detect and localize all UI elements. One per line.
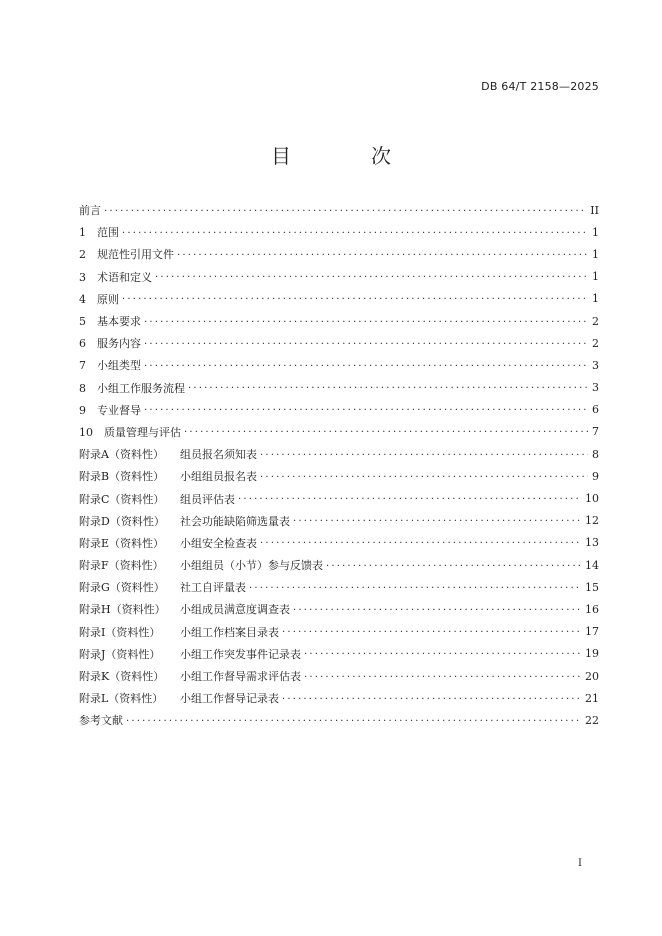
dot-leader [326, 560, 582, 571]
toc-entry-title: 社会功能缺陷筛选量表 [180, 514, 290, 528]
toc-page-number: 15 [585, 580, 599, 594]
page-title: 目 次 [271, 144, 421, 168]
annex-designation: 附录H（资料性） [79, 603, 166, 617]
toc-entry[interactable] [79, 310, 599, 332]
toc-entry-label [79, 646, 301, 662]
toc-entry-label [79, 291, 119, 307]
toc-entry[interactable] [79, 465, 599, 487]
toc-entry[interactable] [79, 399, 599, 421]
toc-entry-title: 9 专业督导 [79, 403, 141, 417]
toc-entry-label [79, 579, 246, 595]
toc-page-number: 19 [585, 647, 599, 661]
dot-leader [155, 271, 588, 282]
dot-leader [304, 671, 582, 682]
toc-entry-label [79, 380, 185, 396]
toc-entry-title: 8 小组工作服务流程 [79, 381, 185, 395]
table-of-contents [79, 199, 599, 732]
annex-designation: 附录C（资料性） [79, 492, 165, 506]
toc-entry-title: 5 基本要求 [79, 315, 141, 329]
toc-entry-label [79, 712, 123, 728]
toc-page-number: 20 [585, 669, 599, 683]
toc-entry-label [79, 557, 323, 573]
dot-leader [184, 426, 588, 437]
toc-page-number: 10 [585, 492, 599, 506]
toc-page-number: 22 [585, 713, 599, 727]
annex-designation: 附录K（资料性） [79, 670, 165, 684]
annex-designation: 附录L（资料性） [79, 692, 164, 706]
toc-entry-title: 社工自评量表 [180, 581, 246, 595]
toc-entry[interactable] [79, 221, 599, 243]
toc-entry[interactable] [79, 532, 599, 554]
toc-entry-title: 小组成员满意度调查表 [180, 603, 290, 617]
toc-entry-title: 小组组员报名表 [180, 470, 257, 484]
dot-leader [260, 449, 588, 460]
dot-leader [122, 293, 588, 304]
dot-leader [144, 360, 588, 371]
toc-entry[interactable] [79, 421, 599, 443]
toc-page-number: 3 [592, 381, 599, 395]
toc-entry-title: 小组工作档案目录表 [180, 625, 279, 639]
toc-entry-label [79, 668, 301, 684]
toc-entry[interactable] [79, 687, 599, 709]
toc-entry[interactable] [79, 377, 599, 399]
toc-page-number: 1 [592, 270, 599, 284]
toc-page-number: 2 [592, 336, 599, 350]
document-code: DB 64/T 2158—2025 [481, 80, 599, 93]
toc-page-number: 1 [592, 247, 599, 261]
toc-entry[interactable] [79, 243, 599, 265]
dot-leader [293, 515, 582, 526]
toc-page-number: II [590, 203, 599, 217]
toc-page-number: 12 [585, 514, 599, 528]
dot-leader [104, 205, 587, 216]
toc-entry-label [79, 491, 235, 507]
toc-page-number: 21 [585, 691, 599, 705]
toc-page-number: 13 [585, 536, 599, 550]
dot-leader [282, 626, 582, 637]
annex-designation: 附录D（资料性） [79, 514, 165, 528]
dot-leader [126, 715, 582, 726]
annex-designation: 附录E（资料性） [79, 536, 165, 550]
dot-leader [122, 227, 588, 238]
toc-entry-label [79, 690, 279, 706]
annex-designation: 附录B（资料性） [79, 470, 165, 484]
toc-page-number: 1 [592, 292, 599, 306]
dot-leader [293, 604, 582, 615]
toc-entry[interactable] [79, 621, 599, 643]
toc-entry-label [79, 624, 279, 640]
toc-entry-title: 6 服务内容 [79, 337, 141, 351]
toc-page-number: 8 [592, 447, 599, 461]
toc-entry[interactable] [79, 332, 599, 354]
toc-entry[interactable] [79, 643, 599, 665]
dot-leader [144, 338, 588, 349]
toc-entry[interactable] [79, 510, 599, 532]
toc-entry-title: 1 范围 [79, 226, 119, 240]
toc-entry[interactable] [79, 576, 599, 598]
toc-entry-label [79, 357, 141, 373]
toc-entry[interactable] [79, 487, 599, 509]
toc-entry-title: 小组工作突发事件记录表 [180, 647, 301, 661]
dot-leader [260, 471, 588, 482]
toc-entry-label [79, 313, 141, 329]
toc-entry-label [79, 269, 152, 285]
annex-designation: 附录I（资料性） [79, 625, 161, 639]
dot-leader [144, 316, 588, 327]
toc-entry-label [79, 468, 257, 484]
toc-entry[interactable] [79, 266, 599, 288]
annex-designation: 附录G（资料性） [79, 581, 165, 595]
toc-entry[interactable] [79, 665, 599, 687]
toc-entry[interactable] [79, 443, 599, 465]
toc-entry-title: 组员报名须知表 [180, 448, 257, 462]
toc-entry-title: 4 原则 [79, 292, 119, 306]
toc-entry-title: 小组安全检查表 [180, 536, 257, 550]
dot-leader [304, 648, 582, 659]
toc-entry[interactable] [79, 554, 599, 576]
dot-leader [249, 582, 582, 593]
dot-leader [144, 404, 588, 415]
toc-entry-title: 前言 [79, 204, 101, 218]
toc-page-number: 1 [592, 225, 599, 239]
toc-entry[interactable] [79, 709, 599, 731]
toc-entry-label [79, 246, 174, 262]
toc-entry-title: 小组工作督导记录表 [180, 692, 279, 706]
toc-entry-label [79, 424, 181, 440]
toc-entry-label [79, 402, 141, 418]
toc-page-number: 14 [585, 558, 599, 572]
dot-leader [238, 493, 582, 504]
toc-entry[interactable] [79, 598, 599, 620]
toc-entry-label [79, 535, 257, 551]
toc-page-number: 2 [592, 314, 599, 328]
toc-entry-label [79, 224, 119, 240]
toc-entry-title: 小组工作督导需求评估表 [180, 670, 301, 684]
toc-entry-title: 组员评估表 [180, 492, 235, 506]
toc-entry-label [79, 446, 257, 462]
dot-leader [260, 537, 582, 548]
toc-page-number: 7 [592, 425, 599, 439]
annex-designation: 附录F（资料性） [79, 559, 164, 573]
annex-designation: 附录J（资料性） [79, 647, 161, 661]
dot-leader [282, 693, 582, 704]
toc-entry-label [79, 601, 290, 617]
toc-entry[interactable] [79, 288, 599, 310]
toc-page-number: 16 [585, 602, 599, 616]
toc-entry-title: 10 质量管理与评估 [79, 425, 181, 439]
toc-entry-label [79, 513, 290, 529]
page-number: I [578, 858, 582, 869]
toc-entry[interactable] [79, 199, 599, 221]
dot-leader [188, 382, 588, 393]
toc-entry-title: 小组组员（小节）参与反馈表 [180, 559, 323, 573]
toc-page-number: 17 [585, 625, 599, 639]
toc-entry-label [79, 202, 101, 218]
toc-entry-label [79, 335, 141, 351]
toc-entry-title: 2 规范性引用文件 [79, 248, 174, 262]
dot-leader [177, 249, 588, 260]
annex-designation: 附录A（资料性） [79, 448, 164, 462]
toc-entry[interactable] [79, 354, 599, 376]
toc-entry-title: 7 小组类型 [79, 359, 141, 373]
toc-page-number: 6 [592, 403, 599, 417]
toc-page-number: 3 [592, 358, 599, 372]
toc-page-number: 9 [592, 469, 599, 483]
toc-entry-title: 3 术语和定义 [79, 270, 152, 284]
toc-entry-title: 参考文献 [79, 714, 123, 728]
